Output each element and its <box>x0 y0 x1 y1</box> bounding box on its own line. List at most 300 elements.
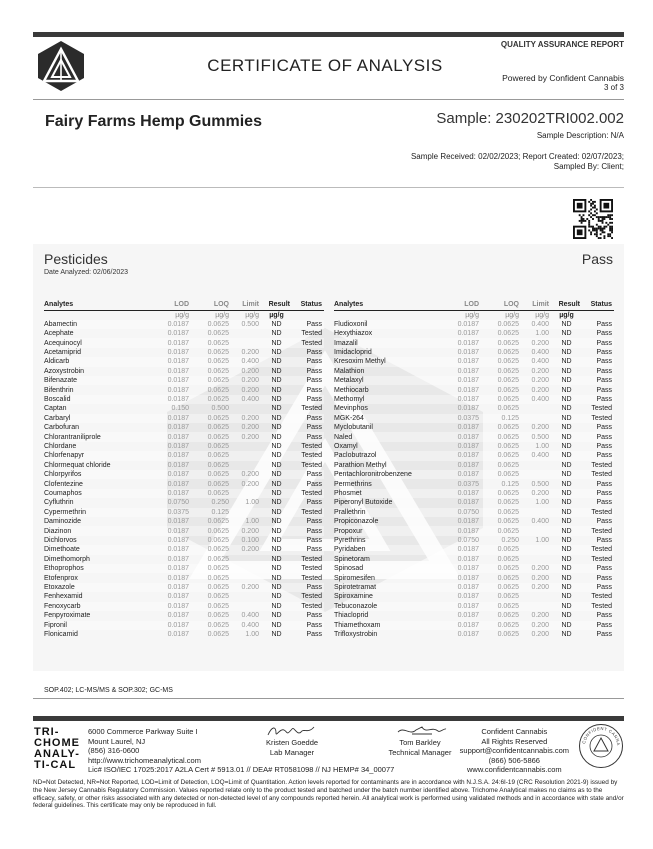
lod-value: 0.0187 <box>151 376 191 385</box>
analyte-name: Naled <box>334 432 441 441</box>
status-value: Pass <box>306 499 322 507</box>
analyte-row <box>44 470 324 479</box>
loq-value: 0.0625 <box>497 555 519 563</box>
analyte-name: Spinosad <box>334 564 441 573</box>
result-value: ND <box>261 470 292 479</box>
analyte-name: Fenhexamid <box>44 593 83 601</box>
analyte-row <box>44 545 324 554</box>
limit-value: 0.400 <box>531 518 549 526</box>
column-header: Analytes <box>44 299 151 310</box>
loq-value: 0.125 <box>191 508 231 517</box>
status-value: Pass <box>582 338 614 347</box>
status-value: Tested <box>582 602 614 611</box>
limit-value: 1.00 <box>245 499 259 507</box>
limit-value: 1.00 <box>245 631 259 639</box>
analyte-row <box>334 526 614 535</box>
loq-value: 0.0625 <box>207 537 229 545</box>
analyte-name: Fenoxycarb <box>44 602 151 611</box>
analyte-row <box>334 470 614 479</box>
analyte-name: Chlorfenapyr <box>44 451 151 460</box>
status-value: Pass <box>596 537 612 545</box>
analyte-row <box>44 395 324 404</box>
signature-lab-manager: Kristen Goedde Lab Manager <box>237 724 347 757</box>
analyte-row <box>334 367 614 376</box>
result-value: ND <box>261 621 292 630</box>
analyte-row <box>44 451 324 460</box>
loq-value: 0.250 <box>211 499 229 507</box>
status-value: Pass <box>582 451 614 460</box>
analyte-row <box>44 479 324 488</box>
analyte-name: Abamectin <box>44 320 151 329</box>
result-value: ND <box>271 518 282 526</box>
limit-value: 0.200 <box>521 583 551 592</box>
lod-value: 0.0750 <box>457 537 479 545</box>
status-value: Tested <box>591 593 612 601</box>
lod-value: 0.0187 <box>151 320 191 329</box>
analyte-row <box>44 461 324 470</box>
analyte-name: Thiacloprid <box>334 612 369 620</box>
loq-value: 0.0625 <box>481 376 521 385</box>
limit-value <box>231 489 261 498</box>
loq-value: 0.0625 <box>497 405 519 413</box>
result-value: ND <box>561 631 572 639</box>
limit-value: 0.200 <box>241 348 259 356</box>
loq-value: 0.0625 <box>191 338 231 347</box>
status-value: Tested <box>582 508 614 517</box>
result-value: ND <box>561 537 572 545</box>
lod-value: 0.0187 <box>441 357 481 366</box>
analyte-name: Methiocarb <box>334 386 369 394</box>
cc-website-link[interactable]: www.confidentcannabis.com <box>467 765 562 774</box>
loq-value: 0.0625 <box>481 564 521 573</box>
limit-value <box>231 508 261 517</box>
lab-website-link[interactable]: http://www.trichomeanalytical.com <box>88 755 201 765</box>
status-value: Pass <box>596 424 612 432</box>
result-value: ND <box>561 555 572 563</box>
lod-value: 0.0187 <box>151 583 191 592</box>
product-name: Fairy Farms Hemp Gummies <box>45 113 262 130</box>
limit-value <box>231 461 261 470</box>
analyte-row <box>44 526 324 535</box>
result-value: ND <box>561 612 572 620</box>
analyte-name: Piperonyl Butoxide <box>334 499 393 507</box>
status-value: Pass <box>596 631 612 639</box>
status-value: Pass <box>292 320 324 329</box>
analyte-row <box>334 357 614 366</box>
limit-value: 0.400 <box>521 395 551 404</box>
analyte-name: Chlormequat chloride <box>44 461 111 469</box>
analyte-row <box>44 376 324 385</box>
analyte-row <box>44 329 324 338</box>
result-value: ND <box>551 357 582 366</box>
loq-value: 0.0625 <box>481 470 521 479</box>
result-value: ND <box>551 470 582 479</box>
status-value: Tested <box>301 555 322 563</box>
limit-value <box>231 451 261 460</box>
result-value: ND <box>551 583 582 592</box>
status-value: Tested <box>582 414 614 423</box>
status-value: Tested <box>582 545 614 554</box>
analyte-row <box>44 348 324 357</box>
loq-value: 0.0625 <box>191 583 231 592</box>
result-value: ND <box>551 414 582 423</box>
pesticides-table-right <box>334 299 614 639</box>
analyte-name: Clofentezine <box>44 480 83 488</box>
result-value: ND <box>261 545 292 554</box>
loq-value: 0.0625 <box>191 489 231 498</box>
column-header: Limit <box>521 299 551 310</box>
analyte-name: Azoxystrobin <box>44 367 85 375</box>
lod-value: 0.0187 <box>441 470 481 479</box>
analyte-name: Spiroxamine <box>334 593 373 601</box>
loq-value: 0.0625 <box>481 602 521 611</box>
lod-value: 0.0187 <box>441 338 481 347</box>
analyte-row <box>44 517 324 526</box>
analyte-row <box>44 564 324 573</box>
loq-value: 0.0625 <box>191 432 231 441</box>
status-value: Tested <box>292 508 324 517</box>
lod-value: 0.0187 <box>457 574 479 582</box>
status-value: Pass <box>582 621 614 630</box>
analyte-name: Boscalid <box>44 395 151 404</box>
lod-value: 0.0187 <box>457 499 479 507</box>
analyte-row <box>334 338 614 347</box>
result-value: ND <box>551 526 582 535</box>
analyte-name: Kresoxim Methyl <box>334 357 441 366</box>
lod-value: 0.0187 <box>457 367 479 375</box>
limit-value: 0.200 <box>521 621 551 630</box>
powered-by: Powered by Confident Cannabis <box>502 73 624 83</box>
analyte-row <box>44 442 324 451</box>
limit-value: 0.200 <box>521 489 551 498</box>
lod-value: 0.0375 <box>457 480 479 488</box>
analyte-row <box>334 348 614 357</box>
limit-value: 0.200 <box>241 424 259 432</box>
analyte-name: Oxamyl <box>334 442 358 450</box>
lod-value: 0.0187 <box>151 414 191 423</box>
result-value: ND <box>271 612 282 620</box>
limit-value: 0.100 <box>241 537 259 545</box>
analyte-name: Spinetoram <box>334 555 370 563</box>
analyte-row <box>334 545 614 554</box>
result-value: ND <box>271 367 282 375</box>
analyte-name: Aldicarb <box>44 357 151 366</box>
limit-value <box>521 545 551 554</box>
analyte-row <box>44 357 324 366</box>
limit-value <box>231 592 261 601</box>
status-value: Pass <box>292 432 324 441</box>
limit-value: 0.400 <box>231 621 261 630</box>
analyte-row <box>334 451 614 460</box>
result-value: ND <box>561 405 572 413</box>
qr-code-icon[interactable] <box>573 199 613 239</box>
analyte-row <box>334 395 614 404</box>
result-value: ND <box>561 499 572 507</box>
loq-value: 0.500 <box>211 405 229 413</box>
result-value: ND <box>561 424 572 432</box>
status-value: Tested <box>301 593 322 601</box>
analyte-row <box>334 376 614 385</box>
analyte-name: Etofenprox <box>44 574 78 582</box>
footer-bar <box>33 716 624 721</box>
analyte-name: Malathion <box>334 367 365 375</box>
analyte-row <box>334 461 614 470</box>
analyte-name: Carbofuran <box>44 424 80 432</box>
limit-value: 0.200 <box>531 367 549 375</box>
analyte-name: Fipronil <box>44 621 151 630</box>
column-header: Status <box>292 299 324 310</box>
loq-value: 0.0625 <box>497 330 519 338</box>
unit-label: µg/g <box>245 311 259 319</box>
analyte-row <box>44 367 324 376</box>
status-value: Pass <box>596 480 612 488</box>
result-value: ND <box>551 564 582 573</box>
loq-value: 0.0625 <box>207 424 229 432</box>
disclaimer: ND=Not Detected, NR=Not Reported, LOD=Limit of Detection, LOQ=Limit of Quantitation. Action levels reported for contaminants are in accordance with N.J.S.A. 24:6I-19 (CRC Resolution 2021-9) issued by the New Jersey Cannabis Regulatory Commission. Values reported relate only to the product tested and batched under the batch number identified above. Trichome Analytical makes no claims as to the efficacy, safety, or other risks associated with any detected or non-detected level of any compounds reported herein. All analytical work is performed using validated methods and in accordance with state and/or federal guidelines. This certificate may only be reproduced in full. <box>33 779 624 810</box>
lod-value: 0.0187 <box>167 367 189 375</box>
limit-value: 0.200 <box>521 338 551 347</box>
top-bar <box>33 32 624 37</box>
result-value: ND <box>271 555 282 563</box>
limit-value: 0.400 <box>521 357 551 366</box>
limit-value <box>231 555 261 564</box>
result-value: ND <box>271 386 282 394</box>
loq-value: 0.0625 <box>481 508 521 517</box>
result-value: ND <box>561 386 572 394</box>
result-value: ND <box>551 432 582 441</box>
lod-value: 0.0187 <box>167 593 189 601</box>
certificate-title: CERTIFICATE OF ANALYSIS <box>207 56 443 75</box>
analyte-row <box>334 423 614 432</box>
result-value: ND <box>271 405 282 413</box>
result-value: ND <box>271 330 282 338</box>
limit-value <box>521 508 551 517</box>
status-value: Pass <box>306 386 322 394</box>
limit-value <box>521 404 551 413</box>
status-value: Pass <box>582 432 614 441</box>
limit-value: 0.200 <box>241 367 259 375</box>
lod-value: 0.0187 <box>151 470 191 479</box>
loq-value: 0.0625 <box>191 414 231 423</box>
loq-value: 0.0625 <box>207 330 229 338</box>
limit-value: 0.200 <box>231 414 261 423</box>
sample-id: Sample: 230202TRI002.002 <box>436 110 624 127</box>
lod-value: 0.0187 <box>441 376 481 385</box>
limit-value: 1.00 <box>245 518 259 526</box>
status-value: Pass <box>292 545 324 554</box>
limit-value <box>521 414 551 423</box>
analyte-name: Cyfluthrin <box>44 499 74 507</box>
unit-label: µg/g <box>175 311 189 319</box>
limit-value <box>231 602 261 611</box>
result-value: ND <box>261 526 292 535</box>
lod-value: 0.0187 <box>457 518 479 526</box>
analyte-row <box>44 592 324 601</box>
analyte-name: Permethrins <box>334 480 372 488</box>
limit-value: 0.400 <box>531 348 549 356</box>
analyte-row <box>334 536 614 545</box>
status-value: Tested <box>301 330 322 338</box>
result-value: ND <box>261 432 292 441</box>
header-divider <box>33 99 624 100</box>
lod-value: 0.0187 <box>441 621 481 630</box>
signature-technical-manager: Tom Barkley Technical Manager <box>365 724 475 757</box>
analyte-name: Pyrethrins <box>334 537 366 545</box>
status-value: Pass <box>292 376 324 385</box>
lod-value: 0.0187 <box>457 386 479 394</box>
analyte-row <box>334 517 614 526</box>
status-value: Pass <box>306 631 322 639</box>
analyte-row <box>334 404 614 413</box>
lod-value: 0.0375 <box>441 414 481 423</box>
loq-value: 0.0625 <box>481 432 521 441</box>
analyte-row <box>44 621 324 630</box>
loq-value: 0.0625 <box>481 489 521 498</box>
loq-value: 0.0625 <box>497 424 519 432</box>
analyte-name: Coumaphos <box>44 489 151 498</box>
confident-cannabis-seal-icon <box>578 723 624 769</box>
unit-label: µg/g <box>535 311 549 319</box>
analyte-name: Pyridaben <box>334 545 441 554</box>
loq-value: 0.0625 <box>207 442 229 450</box>
status-value: Pass <box>292 470 324 479</box>
analyte-row <box>334 573 614 582</box>
analyte-name: Etoxazole <box>44 583 151 592</box>
loq-value: 0.0625 <box>207 612 229 620</box>
analyte-row <box>44 508 324 517</box>
lod-value: 0.0187 <box>151 545 191 554</box>
lod-value: 0.0187 <box>441 432 481 441</box>
loq-value: 0.0625 <box>191 545 231 554</box>
result-value: ND <box>551 451 582 460</box>
loq-value: 0.0625 <box>191 526 231 535</box>
limit-value <box>521 602 551 611</box>
loq-value: 0.0625 <box>191 376 231 385</box>
unit-label: µg/g <box>465 311 479 319</box>
support-email-link[interactable]: support@confidentcannabis.com <box>459 746 569 755</box>
loq-value: 0.0625 <box>207 593 229 601</box>
limit-value: 1.00 <box>535 499 549 507</box>
status-value: Tested <box>591 461 612 469</box>
limit-value <box>521 592 551 601</box>
status-value: Pass <box>306 537 322 545</box>
analyte-name: Pentachloronitrobenzene <box>334 470 441 479</box>
analyte-name: Carbaryl <box>44 414 151 423</box>
pesticides-table-left <box>44 299 324 639</box>
analyte-name: Tebuconazole <box>334 602 441 611</box>
status-value: Pass <box>596 518 612 526</box>
status-value: Tested <box>301 405 322 413</box>
analyte-name: Diazinon <box>44 526 151 535</box>
lod-value: 0.0187 <box>441 545 481 554</box>
loq-value: 0.0625 <box>191 320 231 329</box>
limit-value <box>521 461 551 470</box>
result-value: ND <box>561 461 572 469</box>
analyte-name: Metalaxyl <box>334 376 441 385</box>
analyte-row <box>44 423 324 432</box>
section-status: Pass <box>581 251 613 267</box>
loq-value: 0.0625 <box>481 451 521 460</box>
status-value: Pass <box>292 414 324 423</box>
lod-value: 0.0187 <box>441 489 481 498</box>
analyte-row <box>334 414 614 423</box>
column-header: Analytes <box>334 299 441 310</box>
analyte-row <box>334 329 614 338</box>
result-value: ND <box>261 320 292 329</box>
analyte-row <box>44 583 324 592</box>
result-value: ND <box>551 621 582 630</box>
analyte-row <box>44 338 324 347</box>
loq-value: 0.0625 <box>191 357 231 366</box>
analyte-row <box>44 385 324 394</box>
loq-value: 0.0625 <box>497 518 519 526</box>
status-value: Tested <box>582 470 614 479</box>
status-value: Pass <box>596 348 612 356</box>
status-value: Pass <box>292 395 324 404</box>
lod-value: 0.0187 <box>457 612 479 620</box>
status-value: Pass <box>596 574 612 582</box>
result-value: ND <box>561 574 572 582</box>
status-value: Pass <box>596 330 612 338</box>
column-header: Status <box>582 299 614 310</box>
analyte-name: Fenpyroximate <box>44 612 91 620</box>
limit-value: 1.00 <box>535 330 549 338</box>
analyte-name: Acephate <box>44 330 74 338</box>
lod-value: 0.0187 <box>457 461 479 469</box>
lod-value: 0.0187 <box>441 320 481 329</box>
limit-value: 0.200 <box>531 631 549 639</box>
loq-value: 0.0625 <box>191 451 231 460</box>
loq-value: 0.0625 <box>497 499 519 507</box>
analyte-name: Myclobutanil <box>334 424 373 432</box>
loq-value: 0.0625 <box>207 555 229 563</box>
loq-value: 0.0625 <box>191 395 231 404</box>
analyte-name: Captan <box>44 405 67 413</box>
lod-value: 0.0187 <box>167 631 189 639</box>
lod-value: 0.0187 <box>151 357 191 366</box>
loq-value: 0.0625 <box>497 461 519 469</box>
analyte-row <box>334 508 614 517</box>
loq-value: 0.0625 <box>481 357 521 366</box>
limit-value <box>231 564 261 573</box>
lod-value: 0.0187 <box>167 574 189 582</box>
lod-value: 0.0187 <box>151 395 191 404</box>
status-value: Pass <box>596 612 612 620</box>
lod-value: 0.0187 <box>151 338 191 347</box>
analyte-row <box>44 630 324 639</box>
status-value: Pass <box>596 386 612 394</box>
status-value: Tested <box>582 526 614 535</box>
column-header: LOQ <box>481 299 521 310</box>
lod-value: 0.0187 <box>457 405 479 413</box>
limit-value <box>231 404 261 413</box>
column-header: LOD <box>151 299 191 310</box>
analyte-name: Hexythiazox <box>334 330 373 338</box>
loq-value: 0.0625 <box>191 564 231 573</box>
confident-cannabis-info: Confident Cannabis All Rights Reserved support@confidentcannabis.com (866) 506-5866 www.confidentcannabis.com <box>459 727 569 774</box>
lod-value: 0.0187 <box>441 526 481 535</box>
lod-value: 0.0187 <box>457 348 479 356</box>
lod-value: 0.0187 <box>457 424 479 432</box>
loq-value: 0.125 <box>501 480 519 488</box>
limit-value <box>521 470 551 479</box>
analyte-name: Cypermethrin <box>44 508 151 517</box>
unit-label: µg/g <box>559 311 574 319</box>
analyte-name: Prallethrin <box>334 508 441 517</box>
limit-value: 0.500 <box>231 320 261 329</box>
lod-value: 0.0187 <box>441 583 481 592</box>
lod-value: 0.0187 <box>457 593 479 601</box>
